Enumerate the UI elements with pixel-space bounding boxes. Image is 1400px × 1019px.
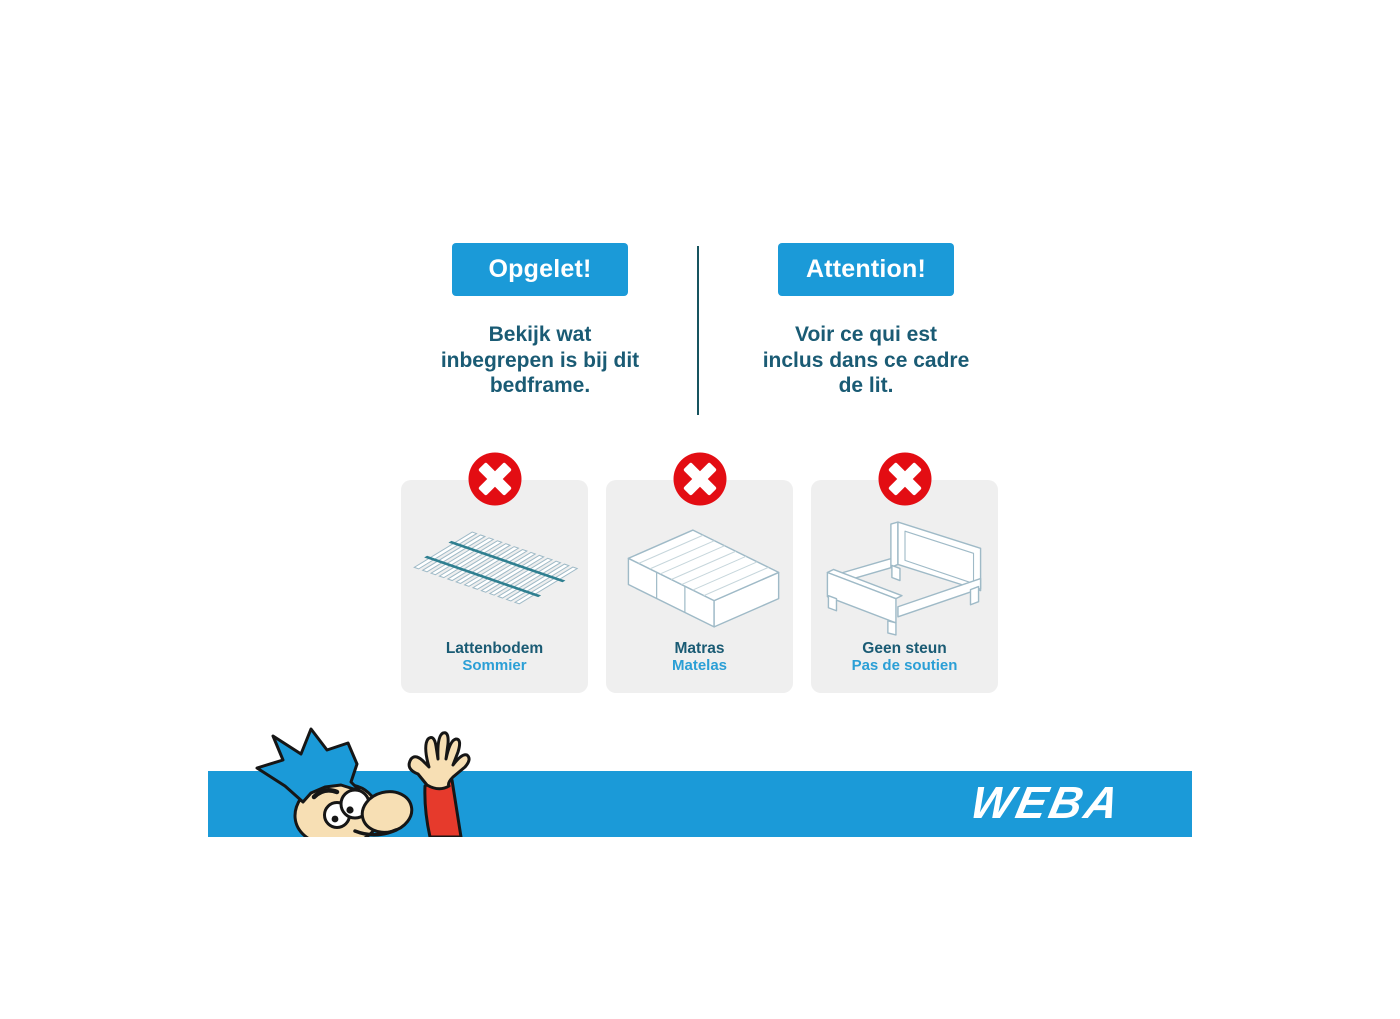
card-slatted-base xyxy=(401,480,588,693)
card-label-french: Pas de soutien xyxy=(851,657,958,674)
slatted-base-illustration xyxy=(409,526,581,639)
notice-line: Voir ce qui est xyxy=(795,323,937,346)
card-no-support xyxy=(811,480,998,693)
notice-line: Bekijk wat xyxy=(488,323,592,346)
notice-line: inclus dans ce cadre xyxy=(762,348,970,372)
card-label-french: Sommier xyxy=(462,657,527,674)
weba-mascot-icon xyxy=(251,726,475,837)
card-labels xyxy=(811,640,998,674)
notice-line: bedframe. xyxy=(489,374,591,397)
mattress-illustration xyxy=(614,520,786,643)
excluded-cross-icon xyxy=(468,452,522,506)
card-label-dutch: Lattenbodem xyxy=(445,640,544,657)
card-mattress xyxy=(606,480,793,693)
bed-frame-illustration xyxy=(819,510,991,641)
notice-body-french xyxy=(746,322,986,399)
notice-body-dutch xyxy=(420,322,660,399)
card-labels xyxy=(606,640,793,674)
card-labels xyxy=(401,640,588,674)
notice-title-french: Attention! xyxy=(778,243,954,296)
excluded-cross-icon xyxy=(673,452,727,506)
notice-title-dutch: Opgelet! xyxy=(452,243,628,296)
excluded-cross-icon xyxy=(878,452,932,506)
notice-line: de lit. xyxy=(838,374,894,397)
card-label-dutch: Geen steun xyxy=(862,640,947,657)
notice-line: inbegrepen is bij dit xyxy=(440,348,640,372)
vertical-divider xyxy=(697,246,699,415)
card-label-french: Matelas xyxy=(671,657,728,674)
card-label-dutch: Matras xyxy=(674,640,725,657)
weba-logo: WEBA xyxy=(966,777,1127,828)
